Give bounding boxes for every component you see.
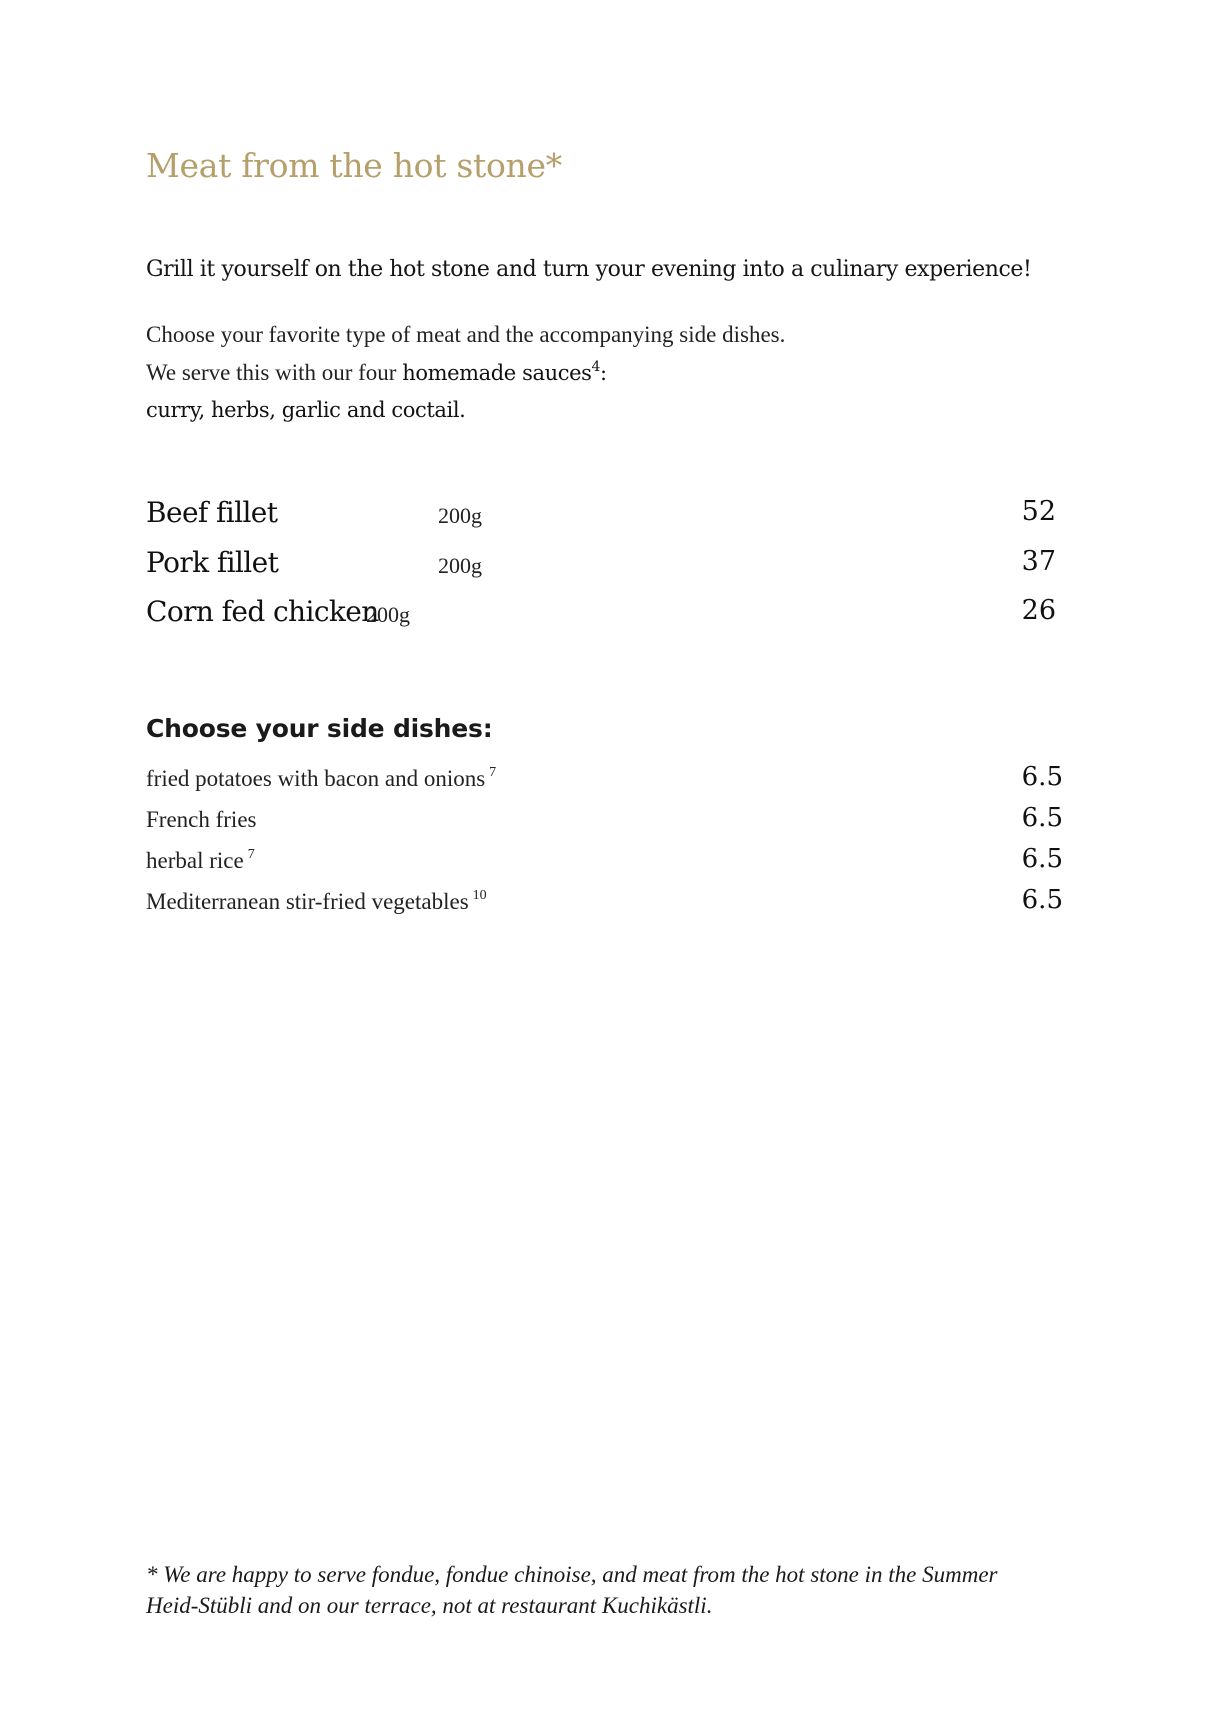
sauces-colon: :	[600, 361, 607, 385]
side-dish-price: 6.5	[1021, 885, 1063, 915]
menu-item-beef-fillet	[146, 496, 1056, 536]
menu-item-price: 52	[1021, 496, 1056, 527]
menu-item-name: Corn fed chicken	[146, 595, 379, 628]
menu-item-name: Beef fillet	[146, 496, 278, 529]
intro-text: Grill it yourself on the hot stone and turn your evening into a culinary experience!	[146, 257, 1032, 282]
description-line-3	[146, 397, 465, 423]
footnote-line-1: * We are happy to serve fondue, fondue chinoise, and meat from the hot stone in the Summer	[146, 1562, 998, 1587]
side-dish-herbal-rice	[146, 844, 1063, 880]
menu-item-corn-fed-chicken	[146, 595, 1056, 635]
side-dish-label: herbal rice	[146, 848, 244, 873]
menu-item-pork-fillet	[146, 546, 1056, 586]
footnote	[146, 1559, 1106, 1621]
menu-item-weight: 200g	[366, 602, 410, 627]
side-dish-mediterranean-vegetables	[146, 885, 1063, 921]
allergen-mark: 10	[472, 888, 487, 903]
menu-item-price: 26	[1021, 595, 1056, 626]
side-dish-french-fries	[146, 803, 1063, 839]
homemade-sauces-text: homemade sauces	[402, 361, 592, 385]
sauces-allergen-mark: 4	[591, 359, 600, 375]
side-dish-label: fried potatoes with bacon and onions	[146, 766, 486, 791]
menu-item-name: Pork fillet	[146, 546, 279, 579]
page-title: Meat from the hot stone*	[146, 146, 562, 185]
side-dish-price: 6.5	[1021, 844, 1063, 874]
side-dishes-heading: Choose your side dishes:	[146, 714, 493, 743]
side-dish-label: French fries	[146, 807, 257, 832]
description-line-2-prefix: We serve this with our four	[146, 360, 403, 385]
side-dish-name	[146, 848, 255, 874]
menu-item-weight: 200g	[438, 553, 482, 578]
description-line-1: Choose your favorite type of meat and the accompanying side dishes.	[146, 322, 786, 347]
side-dish-label: Mediterranean stir-fried vegetables	[146, 889, 469, 914]
side-dish-name	[146, 807, 257, 833]
menu-item-price: 37	[1021, 546, 1056, 577]
side-dish-price: 6.5	[1021, 803, 1063, 833]
allergen-mark: 7	[489, 765, 497, 780]
sauce-list: curry, herbs, garlic and coctail.	[146, 398, 466, 422]
side-dish-name	[146, 766, 496, 792]
menu-item-weight: 200g	[438, 503, 482, 528]
side-dish-name	[146, 889, 487, 915]
side-dish-price: 6.5	[1021, 762, 1063, 792]
description-line-2	[146, 360, 607, 386]
allergen-mark: 7	[247, 847, 255, 862]
homemade-sauces-label	[402, 361, 606, 385]
footnote-line-2: Heid-Stübli and on our terrace, not at restaurant Kuchikästli.	[146, 1593, 713, 1618]
side-dish-fried-potatoes	[146, 762, 1063, 798]
